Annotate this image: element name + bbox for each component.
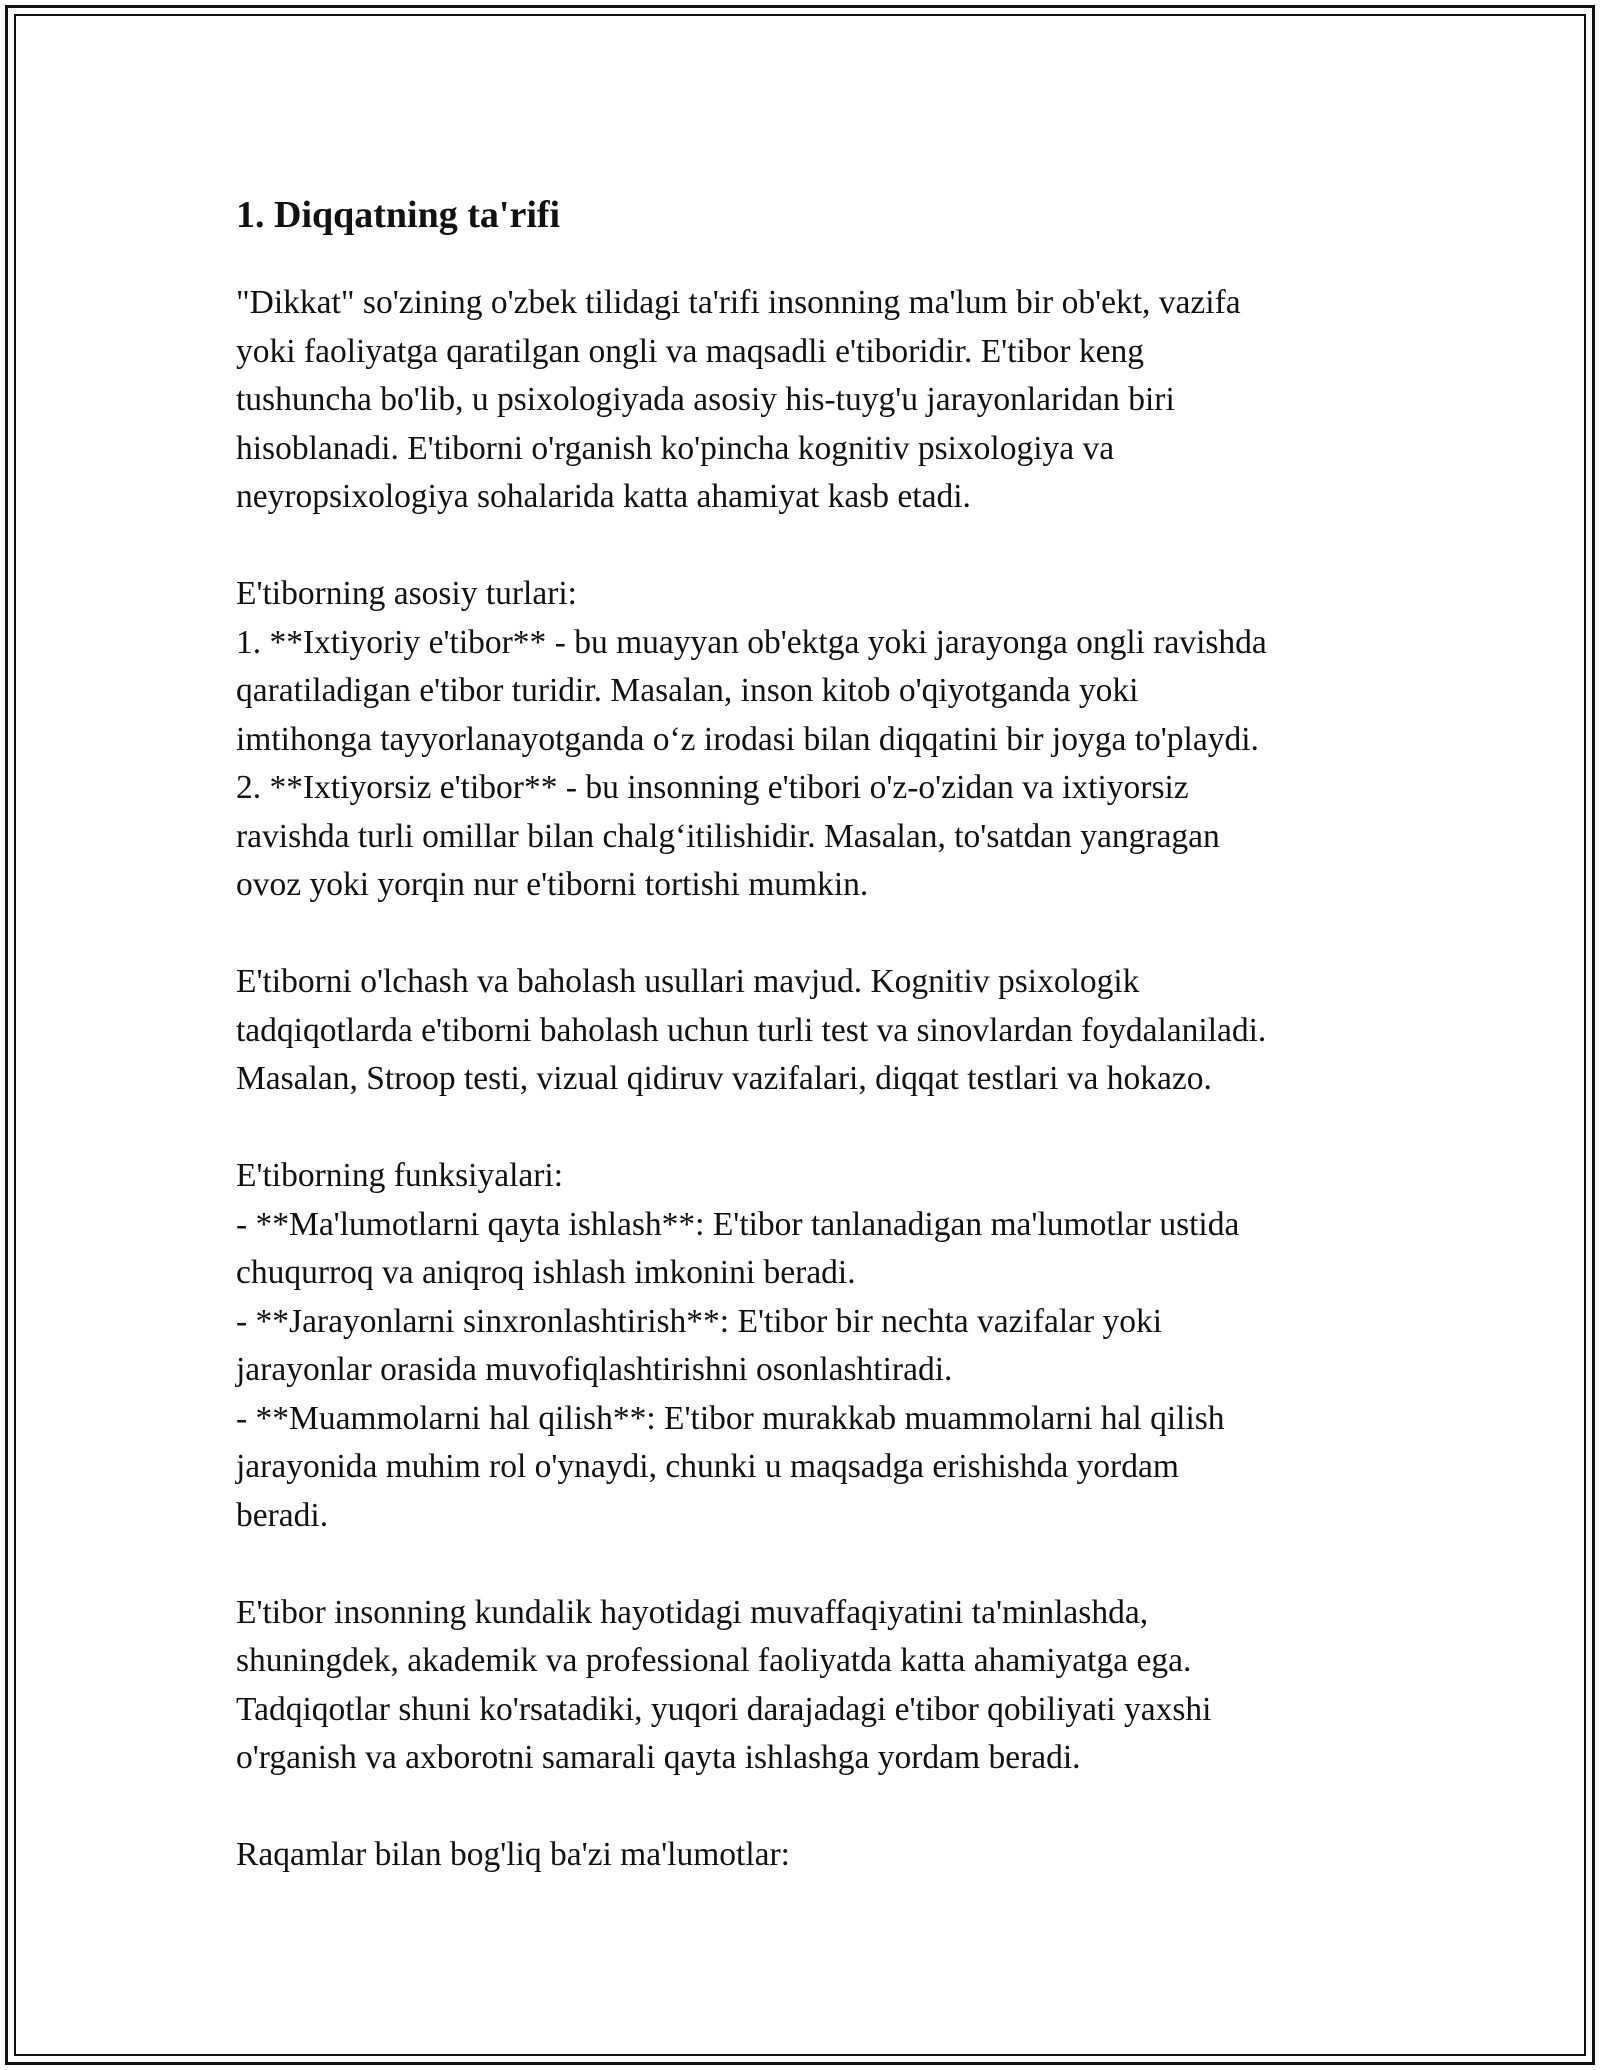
paragraph-importance <box>236 1589 1376 1783</box>
text-line: E'tibor insonning kundalik hayotidagi muvaffaqiyatini ta'minlashda, <box>236 1593 1149 1631</box>
text-line: jarayonida muhim rol o'ynaydi, chunki u maqsadga erishishda yordam <box>236 1448 1179 1485</box>
text-line: 1. **Ixtiyoriy e'tibor** - bu muayyan ob'ektga yoki jarayonga ongli ravishda <box>236 623 1267 661</box>
text-line: - **Jarayonlarni sinxronlashtirish**: E'tibor bir nechta vazifalar yoki <box>236 1302 1163 1340</box>
text-line: chuqurroq va aniqroq ishlash imkonini beradi. <box>236 1254 856 1291</box>
text-line: beradi. <box>236 1496 329 1534</box>
text-line: E'tiborning asosiy turlari: <box>236 575 577 612</box>
text-line: Raqamlar bilan bog'liq ba'zi ma'lumotlar: <box>236 1836 790 1873</box>
text-line: E'tiborni o'lchash va baholash usullari mavjud. Kognitiv psixologik <box>236 963 1140 1000</box>
text-line: - **Muammolarni hal qilish**: E'tibor murakkab muammolarni hal qilish <box>236 1399 1225 1437</box>
text-line: E'tiborning funksiyalari: <box>236 1157 564 1194</box>
paragraph-types <box>236 570 1376 910</box>
text-line: "Dikkat" so'zining o'zbek tilidagi ta'rifi insonning ma'lum bir ob'ekt, vazifa <box>236 284 1241 321</box>
text-line: 2. **Ixtiyorsiz e'tibor** - bu insonning e'tibori o'z-o'zidan va ixtiyorsiz <box>236 769 1189 806</box>
paragraph-functions <box>236 1152 1376 1540</box>
text-line: shuningdek, akademik va professional faoliyatda katta ahamiyatga ega. <box>236 1642 1192 1679</box>
text-line: tushuncha bo'lib, u psixologiyada asosiy his-tuyg'u jarayonlaridan biri <box>236 381 1175 418</box>
paragraph-measurement <box>236 958 1376 1104</box>
text-line: tadqiqotlarda e'tiborni baholash uchun turli test va sinovlardan foydalaniladi. <box>236 1011 1267 1049</box>
document-title: 1. Diqqatning ta'rifi <box>236 194 561 236</box>
document-body <box>236 187 1376 1928</box>
text-line: jarayonlar orasida muvofiqlashtirishni osonlashtiradi. <box>236 1351 953 1388</box>
text-line: Tadqiqotlar shuni ko'rsatadiki, yuqori darajadagi e'tibor qobiliyati yaxshi <box>236 1690 1212 1728</box>
paragraph-numbers-intro <box>236 1831 1376 1880</box>
text-line: hisoblanadi. E'tiborni o'rganish ko'pincha kognitiv psixologiya va <box>236 429 1115 467</box>
text-line: Masalan, Stroop testi, vizual qidiruv vazifalari, diqqat testlari va hokazo. <box>236 1060 1212 1097</box>
text-line: neyropsixologiya sohalarida katta ahamiyat kasb etadi. <box>236 478 971 515</box>
text-line: qaratiladigan e'tibor turidir. Masalan, inson kitob o'qiyotganda yoki <box>236 672 1139 709</box>
text-line: o'rganish va axborotni samarali qayta ishlashga yordam beradi. <box>236 1739 1081 1776</box>
text-line: - **Ma'lumotlarni qayta ishlash**: E'tibor tanlanadigan ma'lumotlar ustida <box>236 1205 1240 1243</box>
text-line: yoki faoliyatga qaratilgan ongli va maqsadli e'tiboridir. E'tibor keng <box>236 332 1144 370</box>
text-line: ovoz yoki yorqin nur e'tiborni tortishi mumkin. <box>236 866 869 903</box>
text-line: imtihonga tayyorlanayotganda o‘z irodasi bilan diqqatini bir joyga to'playdi. <box>236 720 1259 758</box>
paragraph-definition <box>236 279 1376 522</box>
text-line: ravishda turli omillar bilan chalg‘itilishidir. Masalan, to'satdan yangragan <box>236 817 1220 855</box>
